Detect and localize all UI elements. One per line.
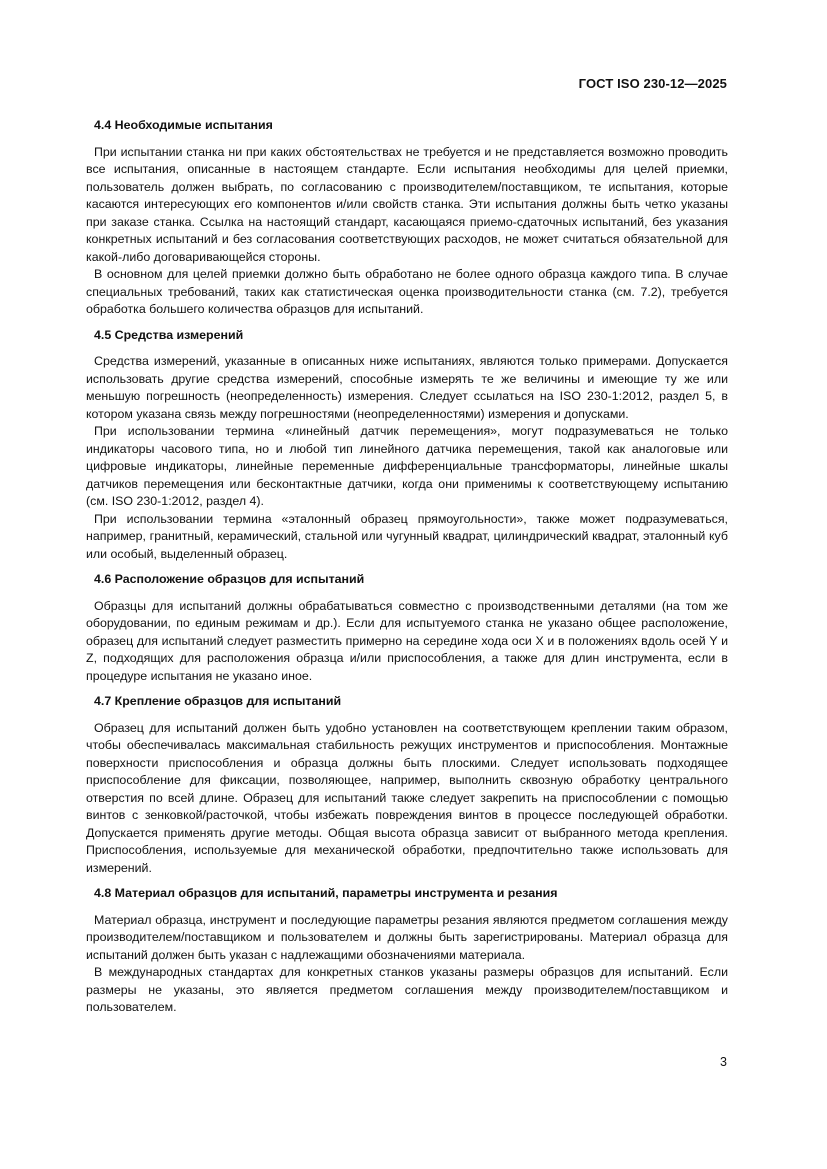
section-heading: 4.4 Необходимые испытания [94, 118, 273, 132]
section-heading: 4.7 Крепление образцов для испытаний [94, 694, 342, 708]
section-4-8 [86, 885, 728, 1017]
section-4-4 [86, 117, 728, 319]
section-heading: 4.8 Материал образцов для испытаний, параметры инструмента и резания [94, 886, 558, 900]
paragraph: В международных стандартах для конкретных станков указаны размеры образцов для испытаний. Если размеры не указаны, это является предметом соглашения между производителем/поставщиком и пользователем. [86, 965, 728, 1014]
paragraph: В основном для целей приемки должно быть обработано не более одного образца каждого типа. В случае специальных требований, таких как статистическая оценка производительности станка (см. 7.2), требуется обработка большего количества образцов для испытаний. [86, 267, 728, 316]
paragraph: При испытании станка ни при каких обстоятельствах не требуется и не представляется возможно проводить все испытания, описанные в настоящем стандарте. Если испытания необходимы для целей приемки, пользователь должен выбрать, по согласованию с производителем/поставщиком, те испытания, которые касаются интересующих его компонентов и/или свойств станка. Эти испытания должны быть четко указаны при заказе станка. Ссылка на настоящий стандарт, касающаяся приемо-сдаточных испытаний, без указания конкретных испытаний и без согласования соответствующих расходов, не может считаться обязательной для какой-либо договаривающейся стороны. [86, 144, 728, 264]
section-4-5 [86, 327, 728, 564]
page-number: 3 [720, 1055, 727, 1069]
document-body [86, 117, 728, 1025]
paragraph: Образцы для испытаний должны обрабатываться совместно с производственными деталями (на том же оборудовании, по единым режимам и др.). Если для испытуемого станка не указано общее расположение, образец для испытаний следует разместить примерно на середине хода оси X и в положениях вдоль осей Y и Z, подходящих для расположения образца и/или приспособления, а также для длин инструмента, если в процедуре испытания не указано иное. [86, 598, 728, 683]
paragraph: Средства измерений, указанные в описанных ниже испытаниях, являются только примерами. Допускается использовать другие средства измерений, способные измерять те же величины и имеющие ту же или меньшую погрешность (неопределенность) измерения. Следует ссылаться на ISO 230-1:2012, раздел 5, в котором указана связь между погрешностями (неопределенностями) измерения и допусками. [86, 354, 728, 421]
paragraph: При использовании термина «эталонный образец прямоугольности», также может подразумеваться, например, гранитный, керамический, стальной или чугунный квадрат, цилиндрический квадрат, эталонный куб или особый, выделенный образец. [86, 511, 728, 561]
section-4-7 [86, 693, 728, 877]
section-heading: 4.5 Средства измерений [94, 327, 244, 342]
document-id-header: ГОСТ ISO 230-12—2025 [578, 76, 727, 91]
section-4-6 [86, 571, 728, 685]
section-heading: 4.6 Расположение образцов для испытаний [94, 572, 365, 586]
paragraph: Образец для испытаний должен быть удобно установлен на соответствующем креплении таким образом, чтобы обеспечивалась максимальная стабильность режущих инструментов и приспособления. Монтажные поверхности приспособления и образца должны быть плоскими. Следует использовать подходящее приспособление для фиксации, позволяющее, например, выполнить сквозную обработку центрального отверстия по всей длине. Образец для испытаний также следует закрепить на приспособлении с помощью винтов с зенковкой/расточкой, чтобы избежать повреждения винтов в процессе последующей обработки. Допускается применять другие методы. Общая высота образца зависит от выбранного метода крепления. Приспособления, используемые для механической обработки, предпочтительно также использовать для измерений. [86, 720, 728, 875]
paragraph: При использовании термина «линейный датчик перемещения», могут подразумеваться не только индикаторы часового типа, но и любой тип линейного датчика перемещения, такой как аналоговые или цифровые индикаторы, линейные переменные дифференциальные трансформаторы, линейные шкалы датчиков перемещения или бесконтактные датчики, когда они применимы к соответствующему испытанию (см. ISO 230-1:2012, раздел 4). [86, 424, 728, 508]
paragraph: Материал образца, инструмент и последующие параметры резания являются предметом соглашения между производителем/поставщиком и пользователем и должны быть зарегистрированы. Материал образца для испытаний должен быть указан с надлежащими обозначениями материала. [86, 912, 728, 962]
